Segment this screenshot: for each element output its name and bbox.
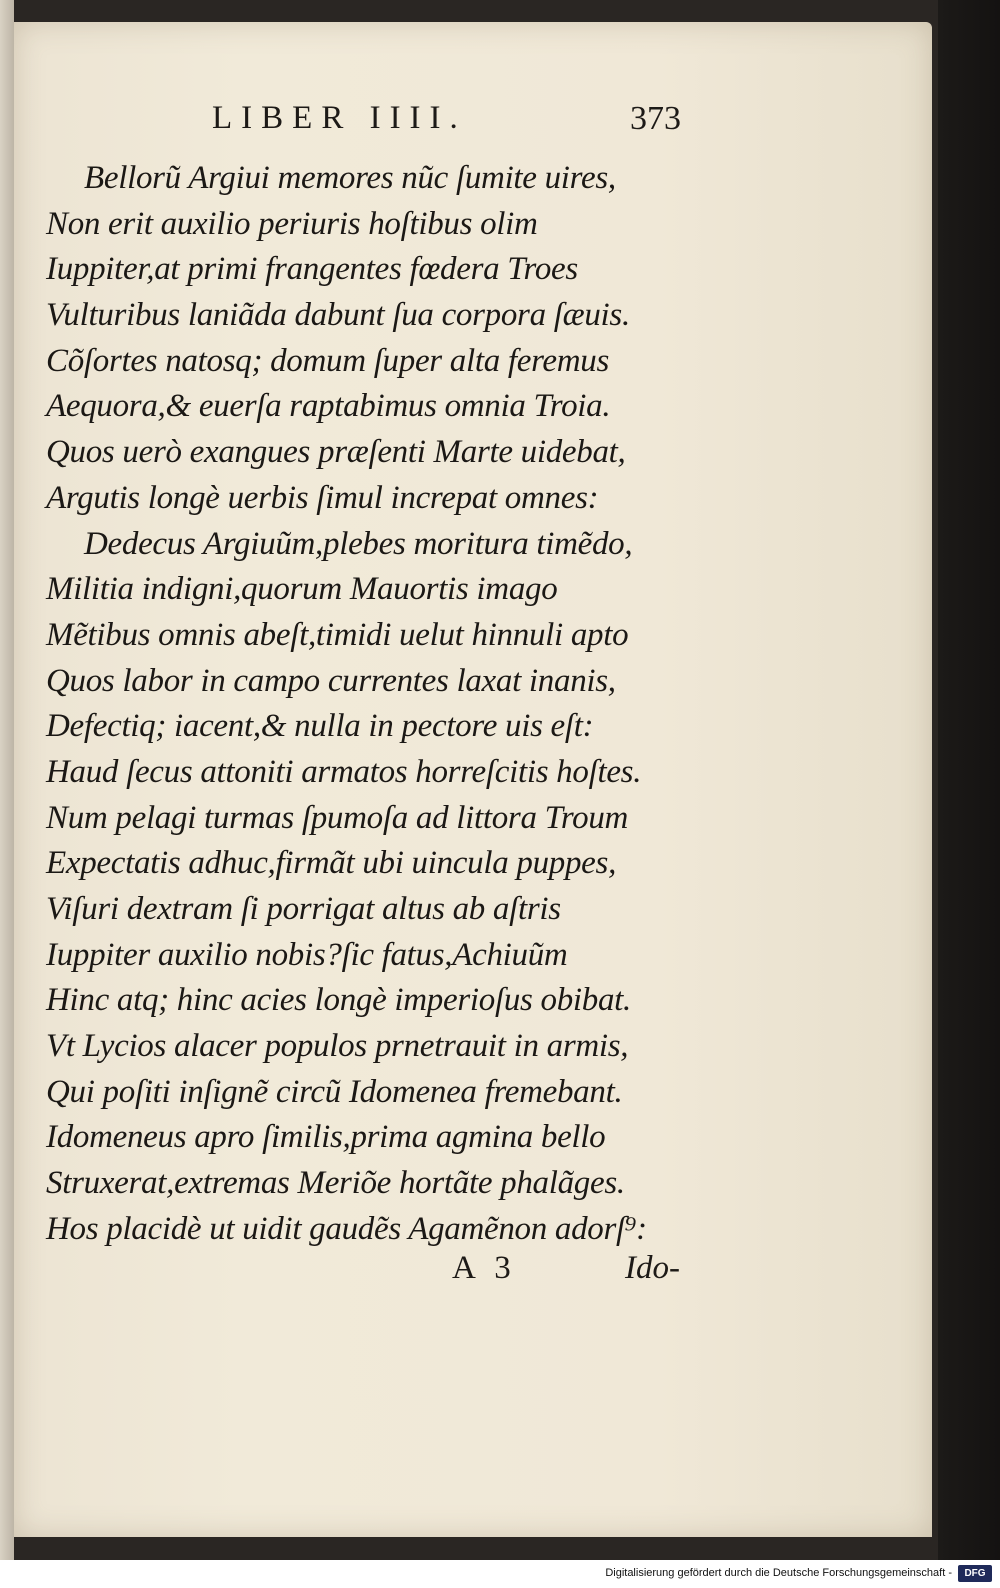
- verse-line: Expectatis adhuc,firmãt ubi uincula puppes,: [46, 845, 617, 882]
- signature-mark: A 3: [452, 1250, 517, 1286]
- running-head: LIBER IIII.: [212, 100, 467, 136]
- footer-bar: [0, 1560, 1000, 1588]
- verse-line: Mẽtibus omnis abeſt,timidi uelut hinnuli apto: [46, 616, 629, 653]
- verse-line: Cõſortes natosq; domum ſuper alta feremus: [46, 342, 610, 379]
- verse-line: Idomeneus apro ſimilis,prima agmina bello: [46, 1119, 606, 1156]
- verse-line: Militia indigni,quorum Mauortis imago: [46, 571, 558, 608]
- verse-line: Vulturibus laniãda dabunt ſua corpora ſæuis.: [46, 297, 630, 334]
- verse-line: Viſuri dextram ſi porrigat altus ab aſtris: [46, 891, 561, 927]
- footer-credit: Digitalisierung gefördert durch die Deutsche Forschungsgemeinschaft -: [605, 1567, 952, 1579]
- verse-line: Vt Lycios alacer populos prnetrauit in armis,: [46, 1028, 629, 1065]
- scan-background: [938, 0, 1000, 1560]
- verse-line: Haud ſecus attoniti armatos horreſcitis hoſtes.: [46, 753, 642, 790]
- verse-line: Quos labor in campo currentes laxat inanis,: [46, 662, 616, 699]
- verse-line: Num pelagi turmas ſpumoſa ad littora Troum: [46, 799, 629, 836]
- verse-line: Hos placidè ut uidit gaudẽs Agamẽnon adorſ⁹:: [46, 1210, 647, 1247]
- verse-line: Hinc atq; hinc acies longè imperioſus obibat.: [46, 982, 631, 1019]
- verse-line: Bellorũ Argiui memores nũc ſumite uires,: [84, 160, 616, 196]
- page-number: 373: [630, 100, 681, 137]
- verse-line: Iuppiter auxilio nobis?ſic fatus,Achiuũm: [46, 936, 568, 973]
- verse-line: Argutis longè uerbis ſimul increpat omnes:: [46, 479, 599, 516]
- verse-line: Defectiq; iacent,& nulla in pectore uis eſt:: [46, 708, 594, 745]
- verse-line: Non erit auxilio periuris hoſtibus olim: [46, 205, 538, 242]
- verse-text: [46, 156, 726, 1253]
- verse-line: Quos uerò exangues præſenti Marte uidebat,: [46, 434, 626, 471]
- verse-line: Iuppiter,at primi frangentes fœdera Troes: [46, 251, 578, 288]
- verse-line: Dedecus Argiuũm,plebes moritura timẽdo,: [84, 525, 633, 562]
- verse-line: Struxerat,extremas Meriõe hortãte phalãges.: [46, 1165, 625, 1202]
- facing-page-edge: [0, 0, 14, 1560]
- catchword: Ido-: [625, 1250, 680, 1286]
- verse-line: Qui poſiti inſignẽ circũ Idomenea fremebant.: [46, 1073, 623, 1110]
- verse-line: Aequora,& euerſa raptabimus omnia Troia.: [46, 388, 611, 425]
- dfg-logo-icon: DFG: [958, 1565, 992, 1582]
